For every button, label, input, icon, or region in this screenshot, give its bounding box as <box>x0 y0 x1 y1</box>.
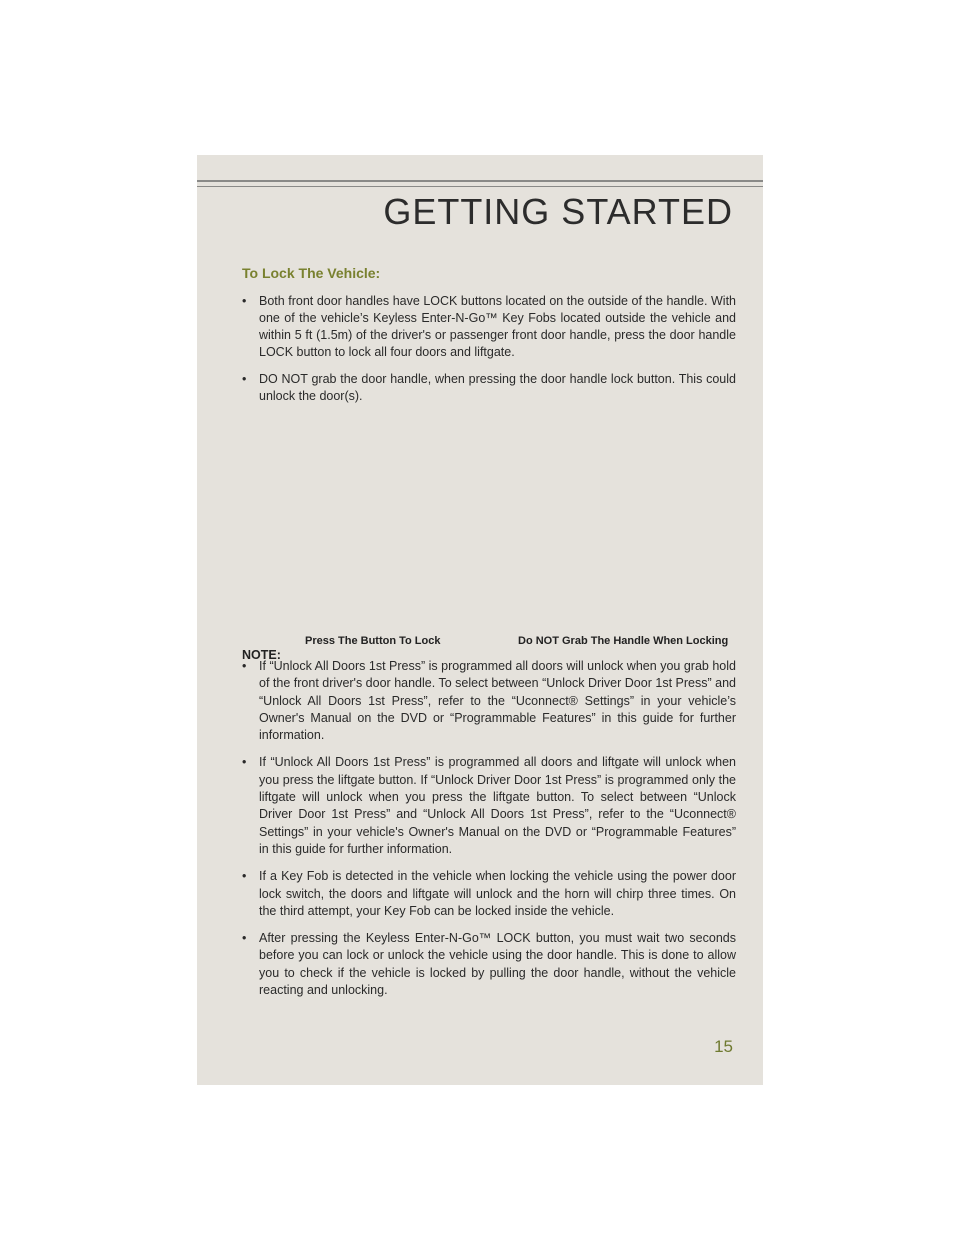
bullet-text: DO NOT grab the door handle, when pressing the door handle lock button. This could unlock the door(s). <box>259 372 736 403</box>
bullet-glyph: • <box>242 659 247 673</box>
bullet-text: If a Key Fob is detected in the vehicle when locking the vehicle using the power door lock switch, the doors and liftgate will unlock and the horn will chirp three times. On the third attempt, your Key Fob can be locked inside the vehicle. <box>259 869 736 918</box>
bullet-text: Both front door handles have LOCK buttons located on the outside of the handle. With one of the vehicle’s Keyless Enter-N-Go™ Key Fobs located outside the vehicle and within 5 ft (1.5m) of the driver's or passenger front door handle, press the door handle LOCK button to lock all four doors and liftgate. <box>259 294 736 359</box>
header-rule-thin <box>197 186 763 187</box>
bullet-glyph: • <box>242 931 247 946</box>
header-rule-thick <box>197 180 763 182</box>
list-item <box>242 868 736 920</box>
figure-caption-right: Do NOT Grab The Handle When Locking <box>518 635 729 647</box>
bullet-glyph: • <box>242 372 247 386</box>
bullet-glyph: • <box>242 869 247 884</box>
list-item <box>242 658 736 744</box>
figure-area <box>242 395 736 630</box>
bullet-glyph: • <box>242 294 247 308</box>
list-item <box>242 930 736 999</box>
note-bullet-list <box>242 658 736 1009</box>
bullet-text: After pressing the Keyless Enter-N-Go™ LOCK button, you must wait two seconds before you can lock or unlock the vehicle using the door handle. This is done to allow you to check if the vehicle is locked by pulling the door handle, without the vehicle reacting and unlocking. <box>259 931 736 998</box>
bullet-text: If “Unlock All Doors 1st Press” is programmed all doors and liftgate will unlock when you press the liftgate button. If “Unlock Driver Door 1st Press” is programmed only the liftgate will unlock when you press the liftgate button. To select between “Unlock Driver Door 1st Press” and “Unlock All Doors 1st Press”, refer to the “Uconnect® Settings” in your vehicle's Owner's Manual on the DVD or “Programmable Features” in this guide for further information. <box>259 755 736 856</box>
lock-heading: To Lock The Vehicle: <box>242 265 381 281</box>
bullet-glyph: • <box>242 755 247 770</box>
bullet-text: If “Unlock All Doors 1st Press” is programmed all doors will unlock when you grab hold of the front driver's door handle. To select between “Unlock Driver Door 1st Press” and “Unlock All Doors 1st Press”, refer to the “Uconnect® Settings” in your vehicle’s Owner's Manual on the DVD or “Programmable Features” in this guide for further information. <box>259 659 736 743</box>
figure-caption-left: Press The Button To Lock <box>305 635 441 647</box>
list-item <box>242 293 736 361</box>
manual-page <box>197 155 763 1085</box>
page-number: 15 <box>714 1037 733 1056</box>
note-label: NOTE: <box>242 648 281 662</box>
section-title: GETTING STARTED <box>383 191 733 232</box>
list-item <box>242 754 736 858</box>
